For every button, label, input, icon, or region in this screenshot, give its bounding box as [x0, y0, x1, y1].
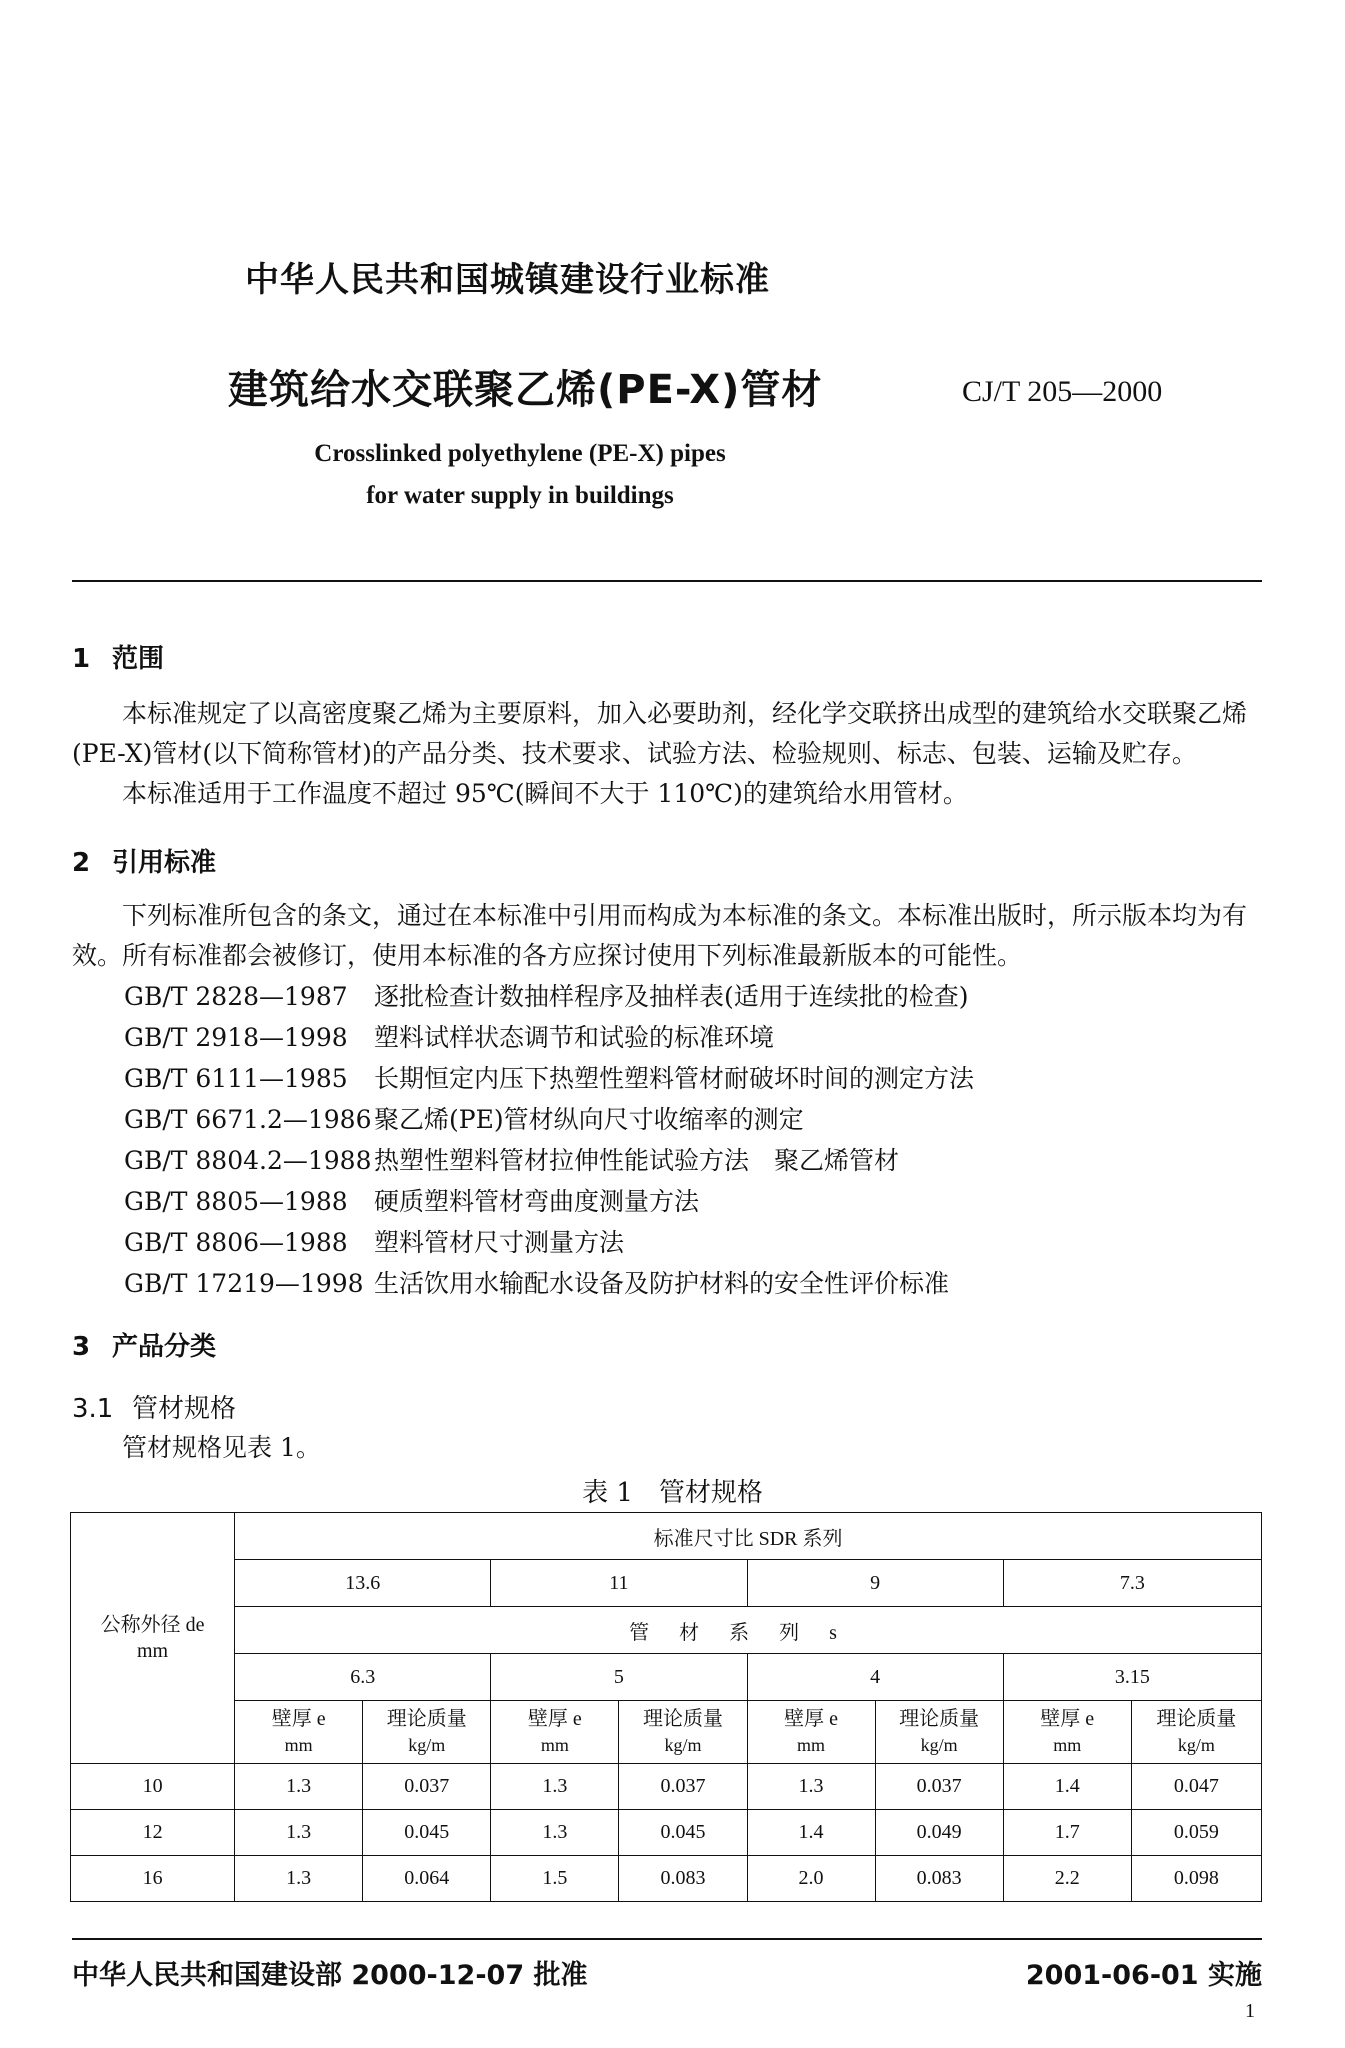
- table-cell: 1.3: [747, 1764, 875, 1810]
- reference-title: 聚乙烯(PE)管材纵向尺寸收缩率的测定: [374, 1105, 804, 1134]
- reference-code: GB/T 6671.2—1986: [124, 1105, 372, 1134]
- diameter-cell: 16: [71, 1856, 235, 1902]
- approval-date: 中华人民共和国建设部 2000-12-07 批准: [72, 1960, 588, 1991]
- page-number: 1: [1245, 2000, 1255, 2022]
- reference-title: 塑料试样状态调节和试验的标准环境: [374, 1023, 775, 1052]
- pipe-series-value: 3.15: [1003, 1654, 1261, 1701]
- section-1-paragraph-2: 本标准适用于工作温度不超过 95℃(瞬间不大于 110℃)的建筑给水用管材。: [122, 779, 968, 808]
- table-cell: 0.049: [875, 1810, 1003, 1856]
- table-cell: 1.5: [491, 1856, 619, 1902]
- reference-title: 生活饮用水输配水设备及防护材料的安全性评价标准: [374, 1269, 950, 1298]
- reference-code: GB/T 8806—1988: [124, 1228, 348, 1257]
- table-cell: 2.2: [1003, 1856, 1131, 1902]
- table-row: [71, 1856, 1262, 1902]
- nominal-diameter-unit: mm: [137, 1640, 169, 1662]
- reference-title: 热塑性塑料管材拉伸性能试验方法 聚乙烯管材: [374, 1146, 900, 1175]
- diameter-cell: 10: [71, 1764, 235, 1810]
- sdr-value: 7.3: [1003, 1560, 1261, 1607]
- table-cell: 0.083: [875, 1856, 1003, 1902]
- mass-unit: kg/m: [1177, 1735, 1215, 1755]
- section-1-title: 范围: [112, 644, 165, 674]
- mass-label: 理论质量: [386, 1708, 467, 1730]
- table-cell: 0.059: [1131, 1810, 1261, 1856]
- reference-item: [124, 1140, 1244, 1181]
- pipe-series-value: 5: [491, 1654, 747, 1701]
- mass-header: [363, 1701, 491, 1764]
- section-2-heading: [72, 842, 216, 879]
- wall-thickness-unit: mm: [1053, 1735, 1082, 1755]
- reference-code: GB/T 8805—1988: [124, 1187, 348, 1216]
- mass-label: 理论质量: [1156, 1708, 1237, 1730]
- reference-item: [124, 976, 1244, 1017]
- reference-code: GB/T 8804.2—1988: [124, 1146, 372, 1175]
- section-2-number: 2: [72, 848, 91, 878]
- diameter-cell: 12: [71, 1810, 235, 1856]
- section-1-number: 1: [72, 644, 91, 674]
- sdr-series-header: 标准尺寸比 SDR 系列: [235, 1513, 1262, 1560]
- reference-code: GB/T 2828—1987: [124, 982, 348, 1011]
- sdr-value: 9: [747, 1560, 1003, 1607]
- table-cell: 1.7: [1003, 1810, 1131, 1856]
- english-title-line-2: for water supply in buildings: [366, 482, 674, 509]
- sdr-value: 13.6: [235, 1560, 491, 1607]
- mass-header: [619, 1701, 747, 1764]
- wall-thickness-label: 壁厚 e: [527, 1708, 582, 1730]
- table-cell: 0.045: [363, 1810, 491, 1856]
- wall-thickness-label: 壁厚 e: [271, 1708, 326, 1730]
- wall-thickness-header: [1003, 1701, 1131, 1764]
- section-3-heading: [72, 1326, 216, 1363]
- reference-code: GB/T 6111—1985: [124, 1064, 348, 1093]
- table-cell: 1.3: [235, 1856, 363, 1902]
- reference-item: [124, 1017, 1244, 1058]
- mass-unit: kg/m: [920, 1735, 958, 1755]
- mass-header: [875, 1701, 1003, 1764]
- document-title: 建筑给水交联聚乙烯(PE-X)管材: [228, 367, 823, 413]
- pipe-spec-table: [70, 1512, 1262, 1902]
- subsection-3-1-number: 3.1: [72, 1394, 114, 1424]
- table-cell: 2.0: [747, 1856, 875, 1902]
- section-2-title: 引用标准: [112, 848, 217, 878]
- table-row: [71, 1764, 1262, 1810]
- wall-thickness-label: 壁厚 e: [784, 1708, 838, 1730]
- table-cell: 1.3: [235, 1764, 363, 1810]
- subsection-3-1-title: 管材规格: [132, 1394, 237, 1424]
- standard-type: 中华人民共和国城镇建设行业标准: [245, 260, 770, 300]
- reference-list: [124, 976, 1244, 1304]
- reference-title: 硬质塑料管材弯曲度测量方法: [374, 1187, 700, 1216]
- wall-thickness-unit: mm: [797, 1735, 826, 1755]
- header-divider: [72, 580, 1262, 582]
- table-row: [71, 1810, 1262, 1856]
- subsection-3-1-heading: [72, 1388, 236, 1425]
- reference-code: GB/T 17219—1998: [124, 1269, 364, 1298]
- wall-thickness-label: 壁厚 e: [1040, 1708, 1095, 1730]
- section-3-title: 产品分类: [112, 1332, 217, 1362]
- reference-item: [124, 1263, 1244, 1304]
- table-cell: 1.3: [491, 1810, 619, 1856]
- pipe-series-value: 6.3: [235, 1654, 491, 1701]
- standard-code: CJ/T 205—2000: [962, 375, 1163, 408]
- subsection-3-1-text: 管材规格见表 1。: [122, 1433, 321, 1462]
- table-cell: 0.083: [619, 1856, 747, 1902]
- wall-thickness-unit: mm: [284, 1735, 313, 1755]
- reference-item: [124, 1222, 1244, 1263]
- footer-divider: [72, 1938, 1262, 1940]
- reference-item: [124, 1058, 1244, 1099]
- sdr-value: 11: [491, 1560, 747, 1607]
- effective-date: 2001-06-01 实施: [1025, 1960, 1262, 1991]
- wall-thickness-unit: mm: [540, 1735, 569, 1755]
- reference-title: 逐批检查计数抽样程序及抽样表(适用于连续批的检查): [374, 982, 969, 1011]
- reference-item: [124, 1181, 1244, 1222]
- reference-code: GB/T 2918—1998: [124, 1023, 348, 1052]
- reference-title: 长期恒定内压下热塑性塑料管材耐破坏时间的测定方法: [374, 1064, 975, 1093]
- table-cell: 1.4: [747, 1810, 875, 1856]
- mass-label: 理论质量: [642, 1708, 723, 1730]
- table-cell: 0.037: [363, 1764, 491, 1810]
- table-cell: 1.3: [491, 1764, 619, 1810]
- section-1-paragraph-1: 本标准规定了以高密度聚乙烯为主要原料，加入必要助剂，经化学交联挤出成型的建筑给水交联聚乙烯(PE-X)管材(以下简称管材)的产品分类、技术要求、试验方法、检验规则、标志、包装、运输及贮存。: [72, 699, 1248, 768]
- table-cell: 1.4: [1003, 1764, 1131, 1810]
- table-caption: 表 1 管材规格: [582, 1478, 763, 1508]
- section-1-heading: [72, 638, 164, 675]
- mass-unit: kg/m: [664, 1735, 702, 1755]
- table-cell: 0.037: [619, 1764, 747, 1810]
- section-3-number: 3: [72, 1332, 91, 1362]
- mass-header: [1131, 1701, 1261, 1764]
- english-title-line-1: Crosslinked polyethylene (PE-X) pipes: [314, 440, 726, 467]
- section-2-paragraph: 下列标准所包含的条文，通过在本标准中引用而构成为本标准的条文。本标准出版时，所示版本均为有效。所有标准都会被修订，使用本标准的各方应探讨使用下列标准最新版本的可能性。: [72, 901, 1248, 970]
- reference-title: 塑料管材尺寸测量方法: [374, 1228, 625, 1257]
- table-cell: 0.098: [1131, 1856, 1261, 1902]
- wall-thickness-header: [491, 1701, 619, 1764]
- nominal-diameter-header: [71, 1513, 235, 1764]
- mass-label: 理论质量: [899, 1708, 980, 1730]
- pipe-series-value: 4: [747, 1654, 1003, 1701]
- mass-unit: kg/m: [408, 1735, 446, 1755]
- table-cell: 0.047: [1131, 1764, 1261, 1810]
- wall-thickness-header: [747, 1701, 875, 1764]
- wall-thickness-header: [235, 1701, 363, 1764]
- table-cell: 0.037: [875, 1764, 1003, 1810]
- reference-item: [124, 1099, 1244, 1140]
- table-cell: 1.3: [235, 1810, 363, 1856]
- nominal-diameter-label: 公称外径 de: [100, 1614, 205, 1636]
- pipe-series-header: 管材系列s: [235, 1607, 1262, 1654]
- table-cell: 0.064: [363, 1856, 491, 1902]
- table-cell: 0.045: [619, 1810, 747, 1856]
